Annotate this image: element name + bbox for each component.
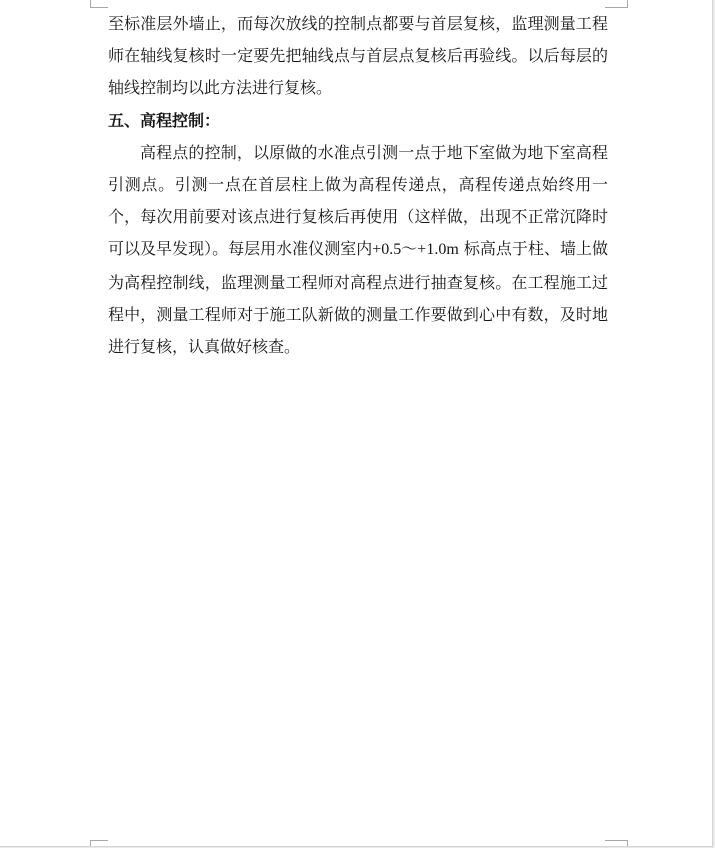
document-body[interactable] <box>108 8 608 363</box>
section-heading: 五、高程控制： <box>108 110 221 130</box>
crop-mark-top-right <box>605 0 628 8</box>
crop-mark-bottom-right <box>605 840 628 847</box>
paragraph-text-before-measure: 高程点的控制，以原做的水准点引测一点于地下室做为地下室高程引测点。引测一点在首层柱上做为高程传递点，高程传递点始终用一个，每次用前要对该点进行复核后再使用（这样做，出现不正常沉降时可以及早发现）。每层用水准仪测室内 <box>108 142 608 259</box>
elevation-control-paragraph <box>108 137 608 363</box>
paragraph-text-after-measure: 标高点于柱、墙上做为高程控制线，监理测量工程师对高程点进行抽查复核。在工程施工过程中，测量工程师对于施工队新做的测量工作要做到心中有数，及时地进行复核，认真做好核查。 <box>108 239 608 357</box>
crop-mark-bottom-left <box>90 840 108 847</box>
measure-range: +0.5～+1.0m <box>372 241 459 259</box>
crop-mark-top-left <box>90 0 108 8</box>
continuation-paragraph: 至标准层外墙止，而每次放线的控制点都要与首层复核，监理测量工程师在轴线复核时一定要先把轴线点与首层点复核后再验线。以后每层的轴线控制均以此方法进行复核。 <box>108 14 608 98</box>
